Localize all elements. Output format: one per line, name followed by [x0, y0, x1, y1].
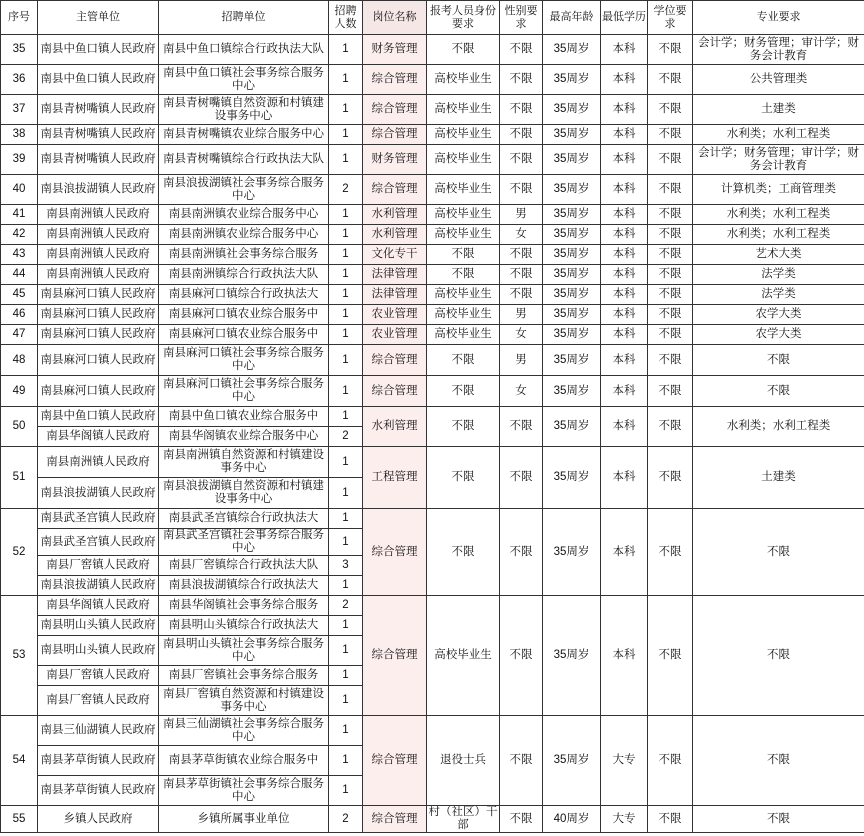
cell-identity: 高校毕业生 — [427, 205, 500, 225]
cell-edu: 本科 — [601, 245, 648, 265]
cell-edu: 本科 — [601, 376, 648, 407]
cell-degree: 不限 — [648, 376, 693, 407]
cell-edu: 本科 — [601, 447, 648, 509]
cell-unit: 南县麻河口镇综合行政执法大 — [159, 285, 329, 305]
table-row — [1, 95, 864, 125]
cell-unit: 南县厂窖镇社会事务综合服务 — [159, 666, 329, 686]
cell-degree: 不限 — [648, 806, 693, 833]
cell-identity: 不限 — [427, 447, 500, 509]
table-row — [1, 145, 864, 175]
cell-major: 会计学；财务管理；审计学；财务会计教育 — [693, 35, 864, 65]
cell-gender: 不限 — [500, 95, 543, 125]
cell-count: 1 — [329, 716, 363, 746]
cell-gender: 不限 — [500, 407, 543, 447]
table-row — [1, 175, 864, 205]
cell-unit: 南县华阁镇农业综合服务中心 — [159, 427, 329, 447]
cell-dept: 南县浪拔湖镇人民政府 — [38, 576, 159, 596]
cell-unit: 南县麻河口镇社会事务综合服务中心 — [159, 345, 329, 376]
cell-edu: 本科 — [601, 265, 648, 285]
cell-position: 工程管理 — [363, 447, 427, 509]
cell-position: 农业管理 — [363, 325, 427, 345]
cell-dept: 南县青树嘴镇人民政府 — [38, 95, 159, 125]
cell-gender: 不限 — [500, 245, 543, 265]
cell-major: 计算机类；工商管理类 — [693, 175, 864, 205]
header-unit: 招聘单位 — [159, 1, 329, 35]
cell-age: 35周岁 — [543, 285, 601, 305]
cell-count: 1 — [329, 35, 363, 65]
cell-age: 35周岁 — [543, 325, 601, 345]
cell-degree: 不限 — [648, 345, 693, 376]
cell-major: 不限 — [693, 716, 864, 806]
cell-gender: 女 — [500, 325, 543, 345]
table-row — [1, 447, 864, 478]
cell-age: 40周岁 — [543, 806, 601, 833]
cell-major: 土建类 — [693, 95, 864, 125]
cell-edu: 本科 — [601, 65, 648, 95]
cell-dept: 南县中鱼口镇人民政府 — [38, 65, 159, 95]
cell-unit: 乡镇所属事业单位 — [159, 806, 329, 833]
cell-count: 1 — [329, 686, 363, 716]
cell-dept: 南县南洲镇人民政府 — [38, 245, 159, 265]
cell-identity: 退役士兵 — [427, 716, 500, 806]
cell-unit: 南县青树嘴镇农业综合服务中心 — [159, 125, 329, 145]
cell-edu: 本科 — [601, 125, 648, 145]
cell-gender: 女 — [500, 376, 543, 407]
cell-age: 35周岁 — [543, 509, 601, 596]
cell-dept: 南县三仙湖镇人民政府 — [38, 716, 159, 746]
cell-count: 1 — [329, 325, 363, 345]
table-row — [1, 806, 864, 833]
cell-major: 不限 — [693, 345, 864, 376]
cell-count: 1 — [329, 746, 363, 776]
cell-position: 法律管理 — [363, 265, 427, 285]
cell-seq: 42 — [1, 225, 38, 245]
header-edu: 最低学历 — [601, 1, 648, 35]
cell-unit: 南县三仙湖镇社会事务综合服务中心 — [159, 716, 329, 746]
cell-identity: 高校毕业生 — [427, 325, 500, 345]
cell-edu: 本科 — [601, 305, 648, 325]
cell-dept: 南县青树嘴镇人民政府 — [38, 145, 159, 175]
table-row — [1, 65, 864, 95]
cell-edu: 本科 — [601, 325, 648, 345]
cell-dept: 南县南洲镇人民政府 — [38, 447, 159, 478]
cell-edu: 本科 — [601, 345, 648, 376]
cell-dept: 南县茅草街镇人民政府 — [38, 776, 159, 806]
header-identity: 报考人员身份要求 — [427, 1, 500, 35]
cell-gender: 不限 — [500, 145, 543, 175]
cell-edu: 本科 — [601, 205, 648, 225]
cell-count: 1 — [329, 376, 363, 407]
table-row — [1, 305, 864, 325]
cell-position: 法律管理 — [363, 285, 427, 305]
cell-unit: 南县浪拔湖镇社会事务综合服务中心 — [159, 175, 329, 205]
cell-edu: 本科 — [601, 225, 648, 245]
cell-degree: 不限 — [648, 145, 693, 175]
cell-seq: 44 — [1, 265, 38, 285]
cell-dept: 乡镇人民政府 — [38, 806, 159, 833]
cell-unit: 南县麻河口镇农业综合服务中 — [159, 325, 329, 345]
cell-major: 公共管理类 — [693, 65, 864, 95]
table-row — [1, 716, 864, 746]
cell-unit: 南县麻河口镇农业综合服务中 — [159, 305, 329, 325]
cell-position: 财务管理 — [363, 35, 427, 65]
table-row — [1, 325, 864, 345]
cell-major: 法学类 — [693, 265, 864, 285]
header-count: 招聘人数 — [329, 1, 363, 35]
cell-dept: 南县武圣宫镇人民政府 — [38, 509, 159, 529]
cell-degree: 不限 — [648, 596, 693, 716]
cell-seq: 40 — [1, 175, 38, 205]
table-row — [1, 376, 864, 407]
table-row — [1, 225, 864, 245]
table-row — [1, 345, 864, 376]
cell-identity: 不限 — [427, 35, 500, 65]
cell-gender: 不限 — [500, 125, 543, 145]
cell-count: 1 — [329, 305, 363, 325]
cell-gender: 不限 — [500, 65, 543, 95]
cell-count: 1 — [329, 447, 363, 478]
cell-edu: 本科 — [601, 407, 648, 447]
cell-seq: 54 — [1, 716, 38, 806]
cell-position: 文化专干 — [363, 245, 427, 265]
cell-age: 35周岁 — [543, 596, 601, 716]
cell-unit: 南县武圣宫镇社会事务综合服务中心 — [159, 529, 329, 556]
cell-count: 1 — [329, 145, 363, 175]
cell-unit: 南县茅草街镇农业综合服务中 — [159, 746, 329, 776]
table-row — [1, 265, 864, 285]
cell-unit: 南县华阁镇社会事务综合服务 — [159, 596, 329, 616]
header-dept: 主管单位 — [38, 1, 159, 35]
cell-unit: 南县厂窖镇自然资源和村镇建设事务中心 — [159, 686, 329, 716]
cell-count: 1 — [329, 65, 363, 95]
cell-dept: 南县厂窖镇人民政府 — [38, 666, 159, 686]
cell-dept: 南县厂窖镇人民政府 — [38, 556, 159, 576]
cell-count: 1 — [329, 345, 363, 376]
cell-edu: 本科 — [601, 95, 648, 125]
cell-count: 1 — [329, 205, 363, 225]
cell-age: 35周岁 — [543, 447, 601, 509]
cell-seq: 52 — [1, 509, 38, 596]
cell-edu: 本科 — [601, 35, 648, 65]
cell-unit: 南县中鱼口镇农业综合服务中 — [159, 407, 329, 427]
cell-major: 土建类 — [693, 447, 864, 509]
cell-position: 综合管理 — [363, 95, 427, 125]
header-major: 专业要求 — [693, 1, 864, 35]
cell-position: 综合管理 — [363, 509, 427, 596]
cell-position: 水利管理 — [363, 407, 427, 447]
cell-seq: 35 — [1, 35, 38, 65]
cell-unit: 南县明山头镇社会事务综合服务中心 — [159, 636, 329, 666]
cell-edu: 本科 — [601, 285, 648, 305]
cell-dept: 南县浪拔湖镇人民政府 — [38, 175, 159, 205]
cell-count: 2 — [329, 806, 363, 833]
cell-gender: 不限 — [500, 285, 543, 305]
cell-degree: 不限 — [648, 305, 693, 325]
cell-dept: 南县明山头镇人民政府 — [38, 636, 159, 666]
cell-degree: 不限 — [648, 285, 693, 305]
cell-gender: 不限 — [500, 509, 543, 596]
cell-degree: 不限 — [648, 716, 693, 806]
table-body — [1, 35, 864, 833]
cell-seq: 55 — [1, 806, 38, 833]
cell-major: 会计学；财务管理；审计学；财务会计教育 — [693, 145, 864, 175]
cell-seq: 48 — [1, 345, 38, 376]
cell-count: 1 — [329, 265, 363, 285]
cell-count: 1 — [329, 407, 363, 427]
cell-identity: 不限 — [427, 265, 500, 285]
cell-major: 农学大类 — [693, 305, 864, 325]
cell-count: 1 — [329, 225, 363, 245]
cell-major: 不限 — [693, 509, 864, 596]
cell-degree: 不限 — [648, 35, 693, 65]
header-degree: 学位要求 — [648, 1, 693, 35]
cell-age: 35周岁 — [543, 205, 601, 225]
cell-dept: 南县麻河口镇人民政府 — [38, 285, 159, 305]
cell-identity: 不限 — [427, 345, 500, 376]
cell-identity: 高校毕业生 — [427, 175, 500, 205]
cell-position: 综合管理 — [363, 806, 427, 833]
cell-age: 35周岁 — [543, 65, 601, 95]
cell-major: 水利类；水利工程类 — [693, 125, 864, 145]
cell-gender: 不限 — [500, 806, 543, 833]
cell-count: 1 — [329, 529, 363, 556]
cell-dept: 南县中鱼口镇人民政府 — [38, 407, 159, 427]
cell-major: 不限 — [693, 376, 864, 407]
cell-dept: 南县武圣宫镇人民政府 — [38, 529, 159, 556]
cell-dept: 南县南洲镇人民政府 — [38, 225, 159, 245]
table-row — [1, 285, 864, 305]
cell-count: 3 — [329, 556, 363, 576]
cell-gender: 男 — [500, 345, 543, 376]
cell-unit: 南县茅草街镇社会事务综合服务中心 — [159, 776, 329, 806]
cell-count: 1 — [329, 285, 363, 305]
cell-identity: 高校毕业生 — [427, 125, 500, 145]
cell-position: 综合管理 — [363, 175, 427, 205]
cell-major: 水利类；水利工程类 — [693, 225, 864, 245]
header-row — [1, 1, 864, 35]
header-position: 岗位名称 — [363, 1, 427, 35]
cell-count: 1 — [329, 616, 363, 636]
cell-degree: 不限 — [648, 205, 693, 225]
cell-major: 水利类；水利工程类 — [693, 205, 864, 225]
cell-dept: 南县明山头镇人民政府 — [38, 616, 159, 636]
cell-age: 35周岁 — [543, 95, 601, 125]
cell-unit: 南县南洲镇综合行政执法大队 — [159, 265, 329, 285]
cell-seq: 41 — [1, 205, 38, 225]
cell-degree: 不限 — [648, 95, 693, 125]
cell-degree: 不限 — [648, 175, 693, 205]
cell-edu: 本科 — [601, 509, 648, 596]
cell-degree: 不限 — [648, 225, 693, 245]
cell-count: 1 — [329, 478, 363, 509]
cell-age: 35周岁 — [543, 245, 601, 265]
cell-identity: 村（社区）干部 — [428, 806, 498, 831]
cell-gender: 男 — [500, 305, 543, 325]
cell-unit: 南县南洲镇农业综合服务中心 — [159, 205, 329, 225]
cell-position: 水利管理 — [363, 205, 427, 225]
cell-edu: 本科 — [601, 596, 648, 716]
cell-seq: 37 — [1, 95, 38, 125]
cell-age: 35周岁 — [543, 35, 601, 65]
cell-unit: 南县武圣宫镇综合行政执法大 — [159, 509, 329, 529]
cell-seq: 49 — [1, 376, 38, 407]
cell-count: 2 — [329, 175, 363, 205]
table-row — [1, 125, 864, 145]
cell-count: 1 — [329, 576, 363, 596]
cell-unit: 南县厂窖镇综合行政执法大队 — [159, 556, 329, 576]
cell-unit: 南县南洲镇农业综合服务中心 — [159, 225, 329, 245]
cell-degree: 不限 — [648, 125, 693, 145]
cell-edu: 本科 — [601, 175, 648, 205]
table-row — [1, 205, 864, 225]
cell-major: 不限 — [693, 806, 864, 833]
header-gender: 性别要求 — [500, 1, 543, 35]
cell-dept: 南县华阁镇人民政府 — [38, 596, 159, 616]
table-row — [1, 245, 864, 265]
cell-edu: 本科 — [601, 145, 648, 175]
cell-gender: 不限 — [500, 175, 543, 205]
cell-unit: 南县浪拔湖镇综合行政执法大 — [159, 576, 329, 596]
cell-degree: 不限 — [648, 509, 693, 596]
cell-age: 35周岁 — [543, 345, 601, 376]
cell-count: 1 — [329, 776, 363, 806]
cell-count: 1 — [329, 636, 363, 666]
cell-age: 35周岁 — [543, 716, 601, 806]
cell-dept: 南县麻河口镇人民政府 — [38, 325, 159, 345]
cell-identity: 不限 — [427, 407, 500, 447]
cell-degree: 不限 — [648, 265, 693, 285]
cell-position: 综合管理 — [363, 716, 427, 806]
cell-position: 综合管理 — [363, 125, 427, 145]
cell-age: 35周岁 — [543, 175, 601, 205]
cell-dept: 南县麻河口镇人民政府 — [38, 305, 159, 325]
cell-identity: 高校毕业生 — [427, 305, 500, 325]
cell-age: 35周岁 — [543, 407, 601, 447]
cell-identity: 高校毕业生 — [427, 145, 500, 175]
cell-gender: 不限 — [500, 265, 543, 285]
cell-degree: 不限 — [648, 325, 693, 345]
cell-identity: 高校毕业生 — [427, 95, 500, 125]
cell-seq: 50 — [1, 407, 38, 447]
cell-count: 2 — [329, 427, 363, 447]
cell-unit: 南县明山头镇综合行政执法大 — [159, 616, 329, 636]
cell-dept: 南县茅草街镇人民政府 — [38, 746, 159, 776]
cell-dept: 南县华阁镇人民政府 — [38, 427, 159, 447]
cell-identity: 高校毕业生 — [427, 65, 500, 95]
cell-position: 农业管理 — [363, 305, 427, 325]
cell-major: 农学大类 — [693, 325, 864, 345]
cell-major: 法学类 — [693, 285, 864, 305]
cell-identity: 高校毕业生 — [427, 225, 500, 245]
cell-dept: 南县中鱼口镇人民政府 — [38, 35, 159, 65]
table-row — [1, 407, 864, 427]
cell-unit: 南县青树嘴镇综合行政执法大队 — [159, 145, 329, 175]
cell-edu: 大专 — [601, 806, 648, 833]
cell-count: 1 — [329, 245, 363, 265]
cell-position: 财务管理 — [363, 145, 427, 175]
cell-gender: 男 — [500, 205, 543, 225]
cell-count: 2 — [329, 596, 363, 616]
cell-gender: 不限 — [500, 35, 543, 65]
cell-unit: 南县浪拔湖镇自然资源和村镇建设事务中心 — [159, 478, 329, 509]
cell-position: 综合管理 — [363, 65, 427, 95]
cell-age: 35周岁 — [543, 376, 601, 407]
cell-identity: 高校毕业生 — [427, 596, 500, 716]
cell-identity: 不限 — [427, 509, 500, 596]
cell-seq: 39 — [1, 145, 38, 175]
cell-seq: 38 — [1, 125, 38, 145]
cell-count: 1 — [329, 666, 363, 686]
cell-age: 35周岁 — [543, 125, 601, 145]
cell-unit: 南县麻河口镇社会事务综合服务中心 — [159, 376, 329, 407]
cell-seq: 36 — [1, 65, 38, 95]
cell-identity: 不限 — [427, 245, 500, 265]
cell-identity: 高校毕业生 — [427, 285, 500, 305]
table-row — [1, 509, 864, 529]
cell-unit: 南县南洲镇社会事务综合服务 — [159, 245, 329, 265]
cell-seq: 45 — [1, 285, 38, 305]
cell-degree: 不限 — [648, 447, 693, 509]
table-row — [1, 35, 864, 65]
cell-position: 综合管理 — [363, 596, 427, 716]
cell-dept: 南县麻河口镇人民政府 — [38, 376, 159, 407]
cell-degree: 不限 — [648, 245, 693, 265]
cell-major: 水利类；水利工程类 — [693, 407, 864, 447]
header-seq: 序号 — [1, 1, 38, 35]
cell-edu: 大专 — [601, 716, 648, 806]
cell-position: 综合管理 — [363, 345, 427, 376]
cell-gender: 不限 — [500, 447, 543, 509]
cell-degree: 不限 — [648, 65, 693, 95]
cell-age: 35周岁 — [543, 145, 601, 175]
cell-seq: 46 — [1, 305, 38, 325]
cell-dept: 南县青树嘴镇人民政府 — [38, 125, 159, 145]
cell-count: 1 — [329, 509, 363, 529]
cell-unit: 南县中鱼口镇综合行政执法大队 — [159, 35, 329, 65]
cell-dept: 南县厂窖镇人民政府 — [38, 686, 159, 716]
cell-unit: 南县中鱼口镇社会事务综合服务中心 — [159, 65, 329, 95]
cell-gender: 女 — [500, 225, 543, 245]
cell-seq: 43 — [1, 245, 38, 265]
cell-degree: 不限 — [648, 407, 693, 447]
cell-position: 水利管理 — [363, 225, 427, 245]
cell-count: 1 — [329, 95, 363, 125]
cell-major: 艺术大类 — [693, 245, 864, 265]
cell-gender: 不限 — [500, 596, 543, 716]
cell-seq: 47 — [1, 325, 38, 345]
cell-age: 35周岁 — [543, 225, 601, 245]
cell-dept: 南县南洲镇人民政府 — [38, 205, 159, 225]
header-age: 最高年龄 — [543, 1, 601, 35]
cell-unit: 南县青树嘴镇自然资源和村镇建设事务中心 — [159, 95, 329, 125]
cell-age: 35周岁 — [543, 265, 601, 285]
table-row — [1, 596, 864, 616]
cell-major: 不限 — [693, 596, 864, 716]
cell-dept: 南县南洲镇人民政府 — [38, 265, 159, 285]
cell-seq: 53 — [1, 596, 38, 716]
cell-count: 1 — [329, 125, 363, 145]
cell-age: 35周岁 — [543, 305, 601, 325]
cell-dept: 南县浪拔湖镇人民政府 — [38, 478, 159, 509]
cell-position: 综合管理 — [363, 376, 427, 407]
cell-seq: 51 — [1, 447, 38, 509]
cell-gender: 不限 — [500, 716, 543, 806]
cell-dept: 南县麻河口镇人民政府 — [38, 345, 159, 376]
cell-identity: 不限 — [427, 376, 500, 407]
cell-unit: 南县南洲镇自然资源和村镇建设事务中心 — [159, 447, 329, 478]
